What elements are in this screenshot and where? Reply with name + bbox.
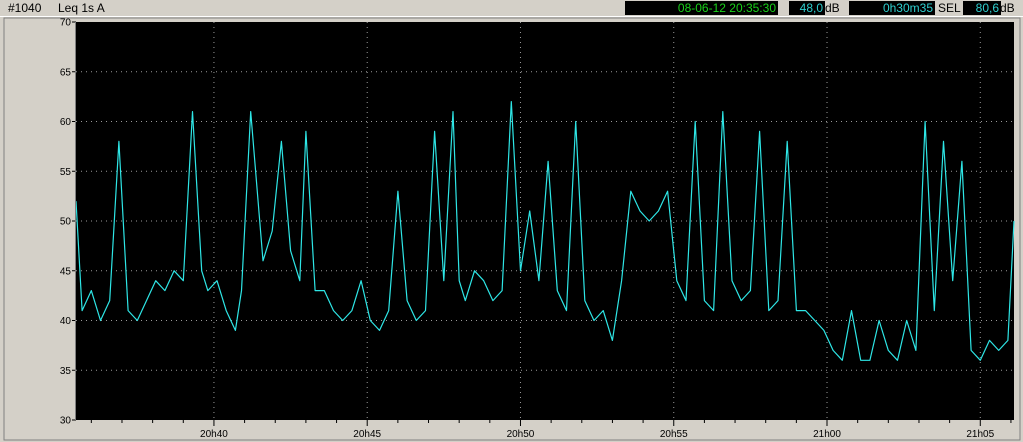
x-axis-ticks	[91, 420, 1011, 440]
sel-display: 80,6	[963, 1, 1001, 15]
record-id: #1040	[8, 1, 42, 15]
x-tick-label: 20h40	[200, 429, 228, 440]
y-tick-label: 50	[59, 216, 71, 228]
y-tick-label: 45	[59, 266, 71, 278]
header-bar	[0, 0, 1023, 16]
level-unit: dB	[825, 1, 840, 15]
x-tick-label: 21h00	[813, 429, 841, 440]
measure-label: Leq 1s A	[58, 1, 105, 15]
y-axis-ticks	[60, 18, 76, 427]
x-tick-label: 20h45	[353, 429, 382, 440]
y-tick-label: 40	[59, 316, 71, 327]
y-tick-label: 65	[59, 67, 71, 79]
y-tick-label: 60	[59, 117, 71, 128]
x-tick-label: 21h05	[966, 429, 995, 440]
y-tick-label: 30	[59, 415, 71, 427]
y-tick-label: 55	[59, 166, 71, 178]
y-tick-label: 35	[59, 365, 71, 377]
sel-label: SEL	[938, 1, 961, 15]
x-tick-label: 20h55	[659, 429, 688, 440]
level-display: 48,0	[789, 1, 825, 15]
sel-unit: dB	[1000, 1, 1015, 15]
y-tick-label: 70	[59, 17, 71, 29]
duration-display: 0h30m35	[849, 1, 935, 15]
datetime-display: 08-06-12 20:35:30	[625, 1, 778, 15]
sound-level-chart	[0, 16, 1023, 442]
x-tick-label: 20h50	[506, 429, 535, 440]
